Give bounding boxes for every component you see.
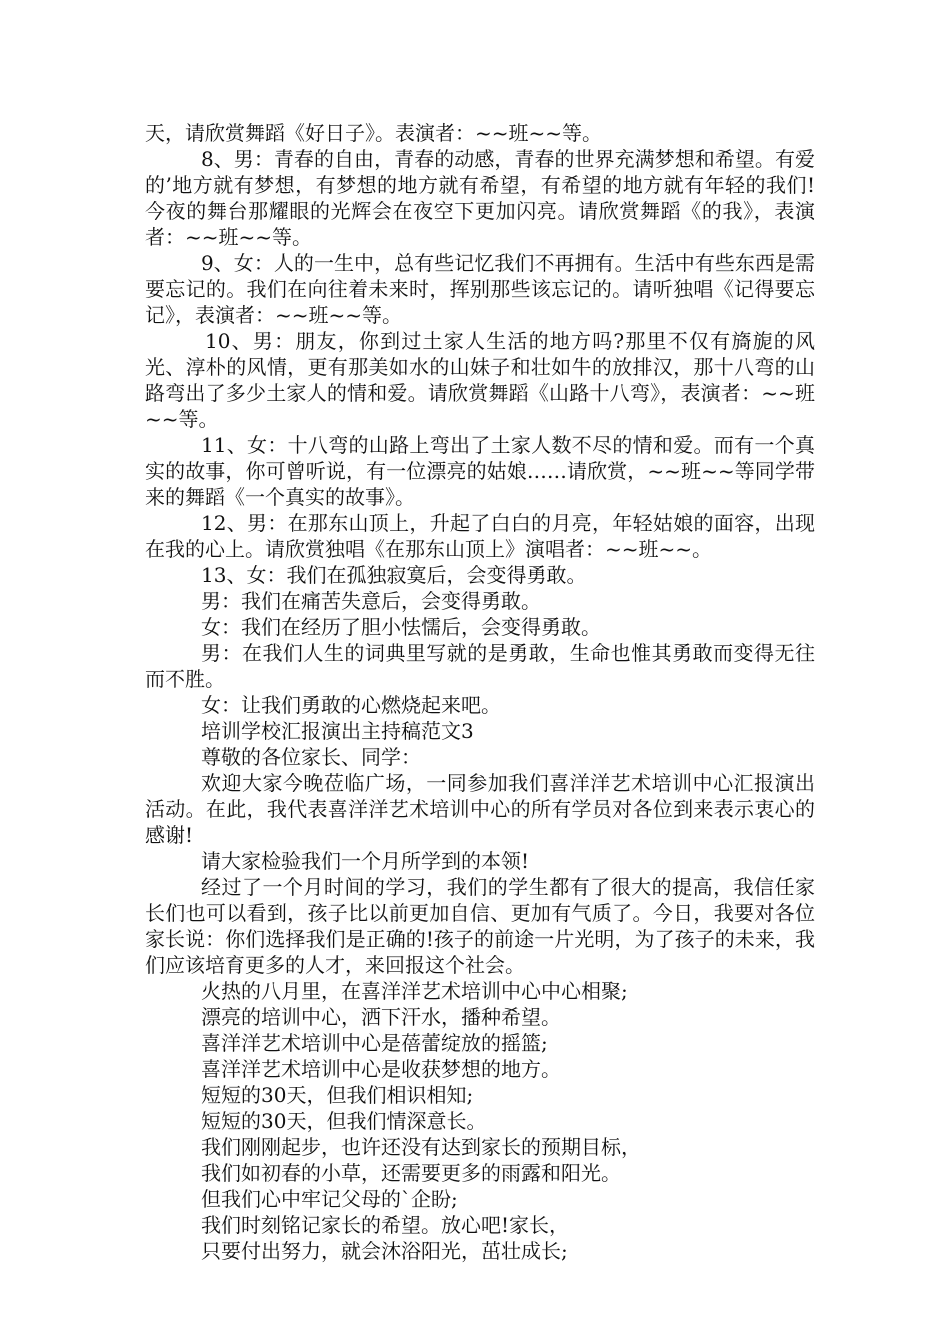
paragraph-8: 男：我们在痛苦失意后，会变得勇敢。	[201, 589, 541, 613]
section-heading: 培训学校汇报演出主持稿范文3	[201, 719, 474, 743]
paragraph-10: 男：在我们人生的词典里写就的是勇敢，生命也惟其勇敢而变得无往而不胜。	[145, 641, 815, 691]
paragraph-3: 9、女：人的一生中，总有些记忆我们不再拥有。生活中有些东西是需要忘记的。我们在向往着未来时，挥别那些该忘记的。请听独唱《记得要忘记》，表演者：~~班~~等。	[145, 251, 815, 327]
paragraph-20: 喜洋洋艺术培训中心是收获梦想的地方。	[201, 1057, 561, 1081]
paragraph-18: 漂亮的培训中心，洒下汗水，播种希望。	[201, 1005, 561, 1029]
paragraph-2: 8、男：青春的自由，青春的动感，青春的世界充满梦想和希望。有爱的’地方就有梦想，有梦想的地方就有希望，有希望的地方就有年轻的我们!今夜的舞台那耀眼的光辉会在夜空下更加闪亮。请欣赏舞蹈《的我》，表演者：~~班~~等。	[145, 147, 815, 249]
paragraph-13: 尊敬的各位家长、同学：	[201, 745, 421, 769]
document-body	[145, 120, 815, 1264]
paragraph-7: 13、女：我们在孤独寂寞后，会变得勇敢。	[201, 563, 587, 587]
paragraph-4: 10、男：朋友，你到过土家人生活的地方吗?那里不仅有旖旎的风光、淳朴的风情，更有那美如水的山妹子和壮如牛的放排汉，那十八弯的山路弯出了多少土家人的情和爱。请欣赏舞蹈《山路十八弯》，表演者：~~班~~等。	[145, 329, 815, 431]
paragraph-19: 喜洋洋艺术培训中心是蓓蕾绽放的摇篮;	[201, 1031, 548, 1055]
paragraph-25: 但我们心中牢记父母的`企盼;	[201, 1187, 458, 1211]
paragraph-15: 请大家检验我们一个月所学到的本领!	[201, 849, 530, 873]
paragraph-24: 我们如初春的小草，还需要更多的雨露和阳光。	[201, 1161, 621, 1185]
paragraph-23: 我们刚刚起步，也许还没有达到家长的预期目标，	[201, 1135, 641, 1159]
paragraph-6: 12、男：在那东山顶上，升起了白白的月亮，年轻姑娘的面容，出现在我的心上。请欣赏独唱《在那东山顶上》演唱者：~~班~~。	[145, 511, 815, 561]
paragraph-27: 只要付出努力，就会沐浴阳光，茁壮成长;	[201, 1239, 568, 1263]
paragraph-11: 女：让我们勇敢的心燃烧起来吧。	[201, 693, 501, 717]
paragraph-17: 火热的八月里，在喜洋洋艺术培训中心中心相聚;	[201, 979, 628, 1003]
paragraph-1: 天，请欣赏舞蹈《好日子》。表演者：~~班~~等。	[145, 121, 603, 145]
paragraph-26: 我们时刻铭记家长的希望。放心吧!家长，	[201, 1213, 570, 1237]
paragraph-5: 11、女：十八弯的山路上弯出了土家人数不尽的情和爱。而有一个真实的故事，你可曾听说，有一位漂亮的姑娘……请欣赏，~~班~~等同学带来的舞蹈《一个真实的故事》。	[145, 433, 815, 509]
paragraph-21: 短短的30天，但我们相识相知;	[201, 1083, 474, 1107]
paragraph-22: 短短的30天，但我们情深意长。	[201, 1109, 487, 1133]
paragraph-9: 女：我们在经历了胆小怯懦后，会变得勇敢。	[201, 615, 601, 639]
paragraph-14: 欢迎大家今晚莅临广场，一同参加我们喜洋洋艺术培训中心汇报演出活动。在此，我代表喜洋洋艺术培训中心的所有学员对各位到来表示衷心的感谢!	[145, 771, 815, 847]
paragraph-16: 经过了一个月时间的学习，我们的学生都有了很大的提高，我信任家长们也可以看到，孩子比以前更加自信、更加有气质了。今日，我要对各位家长说：你们选择我们是正确的!孩子的前途一片光明，为了孩子的未来，我们应该培育更多的人才，来回报这个社会。	[145, 875, 815, 977]
